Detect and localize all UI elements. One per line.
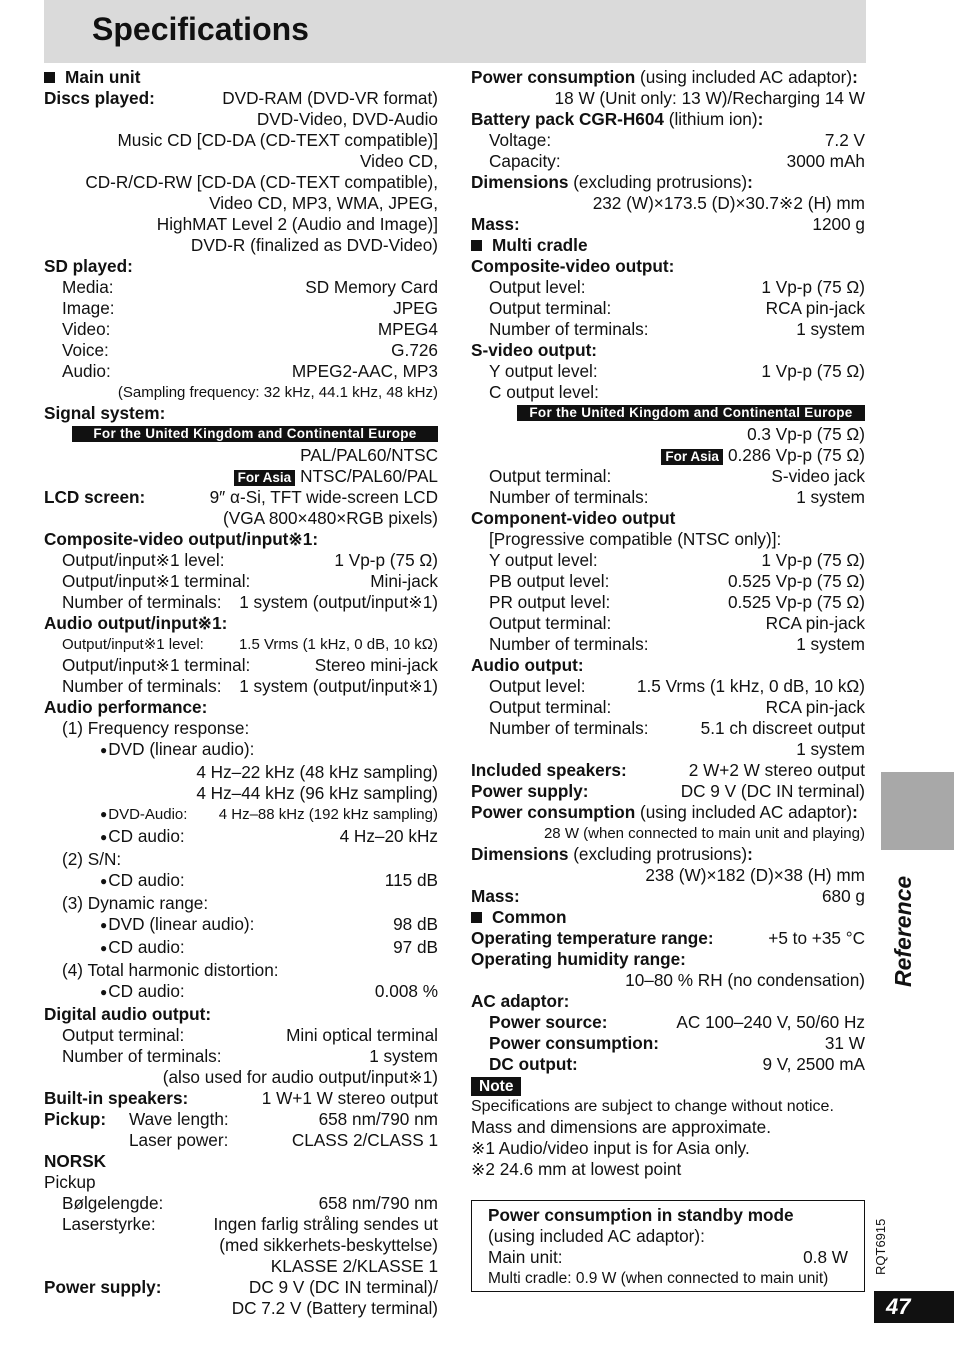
spec-key: Operating temperature range: [471,928,714,948]
region-banner: For the United Kingdom and Continental Europe [72,426,438,442]
spec-key: Power source: [489,1012,608,1032]
spec-key: Discs played: [44,88,155,108]
spec-row [471,214,865,235]
spec-continuation: PAL/PAL60/NTSC [300,445,438,465]
spec-key: Voltage: [489,130,552,150]
spec-row [44,340,438,361]
spec-heading: Composite-video output: [471,256,675,276]
spec-key: ● CD audio: [100,826,185,849]
spec-row [471,676,865,697]
spec-row [471,298,865,319]
spec-value: SD Memory Card [305,277,438,297]
spec-key: Output terminal: [489,298,612,318]
spec-row [471,1033,865,1054]
spec-key: Number of terminals: [62,1046,222,1066]
spec-row [44,849,438,870]
spec-value: 0.008 % [374,981,438,1001]
spec-value: DC 9 V (DC IN terminal) [680,781,865,801]
spec-key: ● CD audio: [100,981,185,1004]
spec-value: 1 system [369,1046,438,1066]
spec-row [471,781,865,802]
spec-key: LCD screen: [44,487,146,507]
spec-value: 9 V, 2500 mA [762,1054,865,1074]
spec-value: 1200 g [812,214,865,234]
spec-key: Output terminal: [489,613,612,633]
spec-key: ● DVD-Audio: [100,804,187,826]
spec-key: Included speakers: [471,760,627,780]
page-title: Specifications [92,11,309,47]
spec-heading: Signal system: [44,403,166,423]
spec-value: RCA pin-jack [765,613,865,633]
spec-value: 115 dB [384,870,438,890]
spec-heading: SD played: [44,256,133,276]
spec-key: Output level: [489,676,586,696]
region-banner: For the United Kingdom and Continental Europe [517,405,865,421]
spec-value: 0.525 Vp-p (75 Ω) [727,571,865,591]
spec-heading-bold: Dimensions [471,172,569,192]
spec-row [44,277,438,298]
spec-key: Mass: [471,214,520,234]
spec-heading [471,67,865,88]
spec-text: Mass and dimensions are approximate. [471,1117,771,1137]
spec-continuation: 28 W (when connected to main unit and playing) [543,825,865,842]
spec-row [44,487,438,508]
spec-text: [Progressive compatible (NTSC only)]: [489,529,782,549]
spec-value: MPEG4 [377,319,438,339]
spec-value: 1.5 Vrms (1 kHz, 0 dB, 10 kΩ) [238,636,438,653]
spec-value: JPEG [393,298,438,318]
spec-row [44,739,438,762]
spec-row [44,1130,438,1151]
spec-continuation: 18 W (Unit only: 13 W)/Recharging 14 W [554,88,865,108]
spec-row [471,319,865,340]
spec-key: Number of terminals: [489,718,649,738]
spec-continuation: CD-R/CD-RW [CD-DA (CD-TEXT compatible), [85,172,438,192]
spec-value: +5 to +35 °C [768,928,865,948]
spec-row [44,937,438,960]
spec-key: Output terminal: [489,697,612,717]
spec-row [44,826,438,849]
spec-value: 1 system [796,319,865,339]
spec-row [471,697,865,718]
spec-key: Output/input※1 terminal: [62,655,251,675]
left-column [44,67,438,1319]
spec-text: Specifications are subject to change without notice. [471,1098,834,1115]
spec-row [471,361,865,382]
spec-key: ● DVD (linear audio): [100,739,254,762]
spec-key: ● DVD (linear audio): [100,914,254,937]
spec-value: 1 system (output/input※1) [239,592,438,612]
spec-value: AC 100–240 V, 50/60 Hz [676,1012,865,1032]
spec-continuation: DVD-R (finalized as DVD-Video) [190,235,438,255]
spec-continuation: 232 (W)×173.5 (D)×30.7※2 (H) mm [592,193,865,213]
spec-heading-note: (excluding protrusions) [568,844,748,864]
spec-heading: S-video output: [471,340,598,360]
spec-row [471,277,865,298]
spec-heading: Digital audio output: [44,1004,212,1024]
spec-heading-colon: : [747,172,753,192]
spec-heading [471,172,865,193]
section-heading-text: Common [492,907,567,927]
spec-row [471,1012,865,1033]
spec-row [44,298,438,319]
spec-value: 0.525 Vp-p (75 Ω) [727,592,865,612]
spec-key: Voice: [62,340,109,360]
spec-key: Media: [62,277,114,297]
spec-value: 1 system [796,634,865,654]
spec-value: 9″ α-Si, TFT wide-screen LCD [209,487,438,507]
spec-row [44,960,438,981]
spec-key: PR output level: [489,592,611,612]
spec-heading-colon: : [852,802,858,822]
spec-continuation: 10–80 % RH (no condensation) [625,970,865,990]
spec-heading: AC adaptor: [471,991,570,1011]
spec-value: 4 Hz–88 kHz (192 kHz sampling) [218,806,438,823]
doc-code: RQT6915 [873,1218,888,1275]
spec-row [44,1214,438,1235]
spec-heading-bold: Power consumption [471,67,636,87]
side-label: Reference [890,875,916,987]
standby-cradle: Multi cradle: 0.9 W (when connected to main unit) [488,1270,829,1287]
spec-key: Output/input※1 level: [62,550,225,570]
spec-row [471,760,865,781]
spec-value: 4 Hz–20 kHz [339,826,438,846]
spec-value: 2 W+2 W stereo output [688,760,865,780]
spec-value: 5.1 ch discreet output [700,718,865,738]
spec-value: S-video jack [771,466,865,486]
spec-heading: Audio output: [471,655,584,675]
section-heading-text: Main unit [65,67,141,87]
region-badge: For Asia [661,449,723,465]
spec-continuation: Video CD, MP3, WMA, JPEG, [209,193,438,213]
spec-key: ● CD audio: [100,937,185,960]
spec-heading-bold: Battery pack CGR-H604 [471,109,664,129]
spec-value: RCA pin-jack [765,697,865,717]
spec-row [471,466,865,487]
spec-key: Power supply: [471,781,589,801]
spec-key: (2) S/N: [62,849,122,869]
spec-value: CLASS 2/CLASS 1 [291,1130,438,1150]
spec-key: Output/input※1 level: [62,636,204,653]
spec-row [471,151,865,172]
section-heading [471,235,865,256]
spec-row [471,886,865,907]
spec-key: Audio: [62,361,111,381]
region-row [471,445,865,466]
spec-key: Power consumption: [489,1033,659,1053]
region-value: 0.286 Vp-p (75 Ω) [727,445,865,465]
spec-heading: Composite-video output/input※1: [44,529,319,549]
spec-continuation: (also used for audio output/input※1) [162,1067,438,1087]
spec-value: DC 9 V (DC IN terminal)/ [248,1277,438,1297]
spec-key: (1) Frequency response: [62,718,250,738]
spec-value: 7.2 V [824,130,865,150]
spec-heading-note: (excluding protrusions) [568,172,748,192]
spec-key: Y output level: [489,550,598,570]
spec-row [44,676,438,697]
spec-value: MPEG2-AAC, MP3 [291,361,438,381]
spec-key: Number of terminals: [489,487,649,507]
spec-heading: NORSK [44,1151,107,1171]
spec-text: Pickup [44,1172,96,1192]
spec-key: Built-in speakers: [44,1088,189,1108]
spec-heading: Audio performance: [44,697,208,717]
spec-value: Mini-jack [370,571,438,591]
spec-key: PB output level: [489,571,610,591]
spec-value: 1.5 Vrms (1 kHz, 0 dB, 10 kΩ) [636,676,865,696]
spec-heading-bold: Power consumption [471,802,636,822]
spec-heading [471,802,865,823]
spec-key: DC output: [489,1054,578,1074]
spec-row [471,130,865,151]
spec-key: Output level: [489,277,586,297]
spec-row [44,88,438,109]
spec-key: Image: [62,298,115,318]
spec-key: Laserstyrke: [62,1214,156,1234]
spec-key: (3) Dynamic range: [62,893,209,913]
spec-key: ● CD audio: [100,870,185,893]
spec-row [471,613,865,634]
spec-heading-note: (using included AC adaptor) [635,802,853,822]
spec-row [44,718,438,739]
region-row [44,466,438,487]
spec-row [44,1193,438,1214]
region-badge: For Asia [234,470,296,486]
spec-key: Bølgelengde: [62,1193,164,1213]
spec-row [44,1109,438,1130]
spec-row [471,382,865,403]
spec-continuation: (med sikkerhets-beskyttelse) [219,1235,438,1255]
spec-key: Output/input※1 terminal: [62,571,251,591]
spec-heading-bold: Dimensions [471,844,569,864]
spec-row [44,550,438,571]
spec-row [471,928,865,949]
spec-key: Output terminal: [489,466,612,486]
spec-continuation: 238 (W)×182 (D)×38 (H) mm [645,865,865,885]
spec-row [44,1046,438,1067]
section-heading [44,67,438,88]
spec-row [44,914,438,937]
spec-value: 3000 mAh [786,151,865,171]
spec-key: Number of terminals: [62,676,222,696]
standby-main-unit: Main unit: 0.8 W [488,1247,848,1267]
spec-key: Number of terminals: [489,319,649,339]
page-number: 47 [874,1291,954,1323]
standby-box [471,1200,865,1292]
spec-value: Mini optical terminal [286,1025,438,1045]
spec-key: Pickup: [44,1109,107,1129]
spec-value: Ingen farlig stråling sendes ut [213,1214,438,1234]
spec-heading-colon: : [852,67,858,87]
spec-value: 97 dB [393,937,438,957]
spec-continuation: 4 Hz–44 kHz (96 kHz sampling) [196,783,438,803]
spec-subkey: Laser power: [129,1130,229,1150]
spec-row [44,893,438,914]
note-label-row [471,1075,865,1096]
spec-continuation: (Sampling frequency: 32 kHz, 44.1 kHz, 48 kHz) [117,384,438,401]
spec-value: Stereo mini-jack [314,655,438,675]
standby-title: Power consumption in standby mode [488,1205,794,1225]
spec-key: Video: [62,319,111,339]
spec-key: Number of terminals: [489,634,649,654]
spec-value: RCA pin-jack [765,298,865,318]
spec-heading-colon: : [757,109,764,129]
spec-key: Mass: [471,886,520,906]
spec-value: 98 dB [393,914,438,934]
spec-value: G.726 [391,340,438,360]
spec-key: (4) Total harmonic distortion: [62,960,279,980]
spec-row [44,571,438,592]
region-value: NTSC/PAL60/PAL [300,466,438,486]
spec-continuation: Music CD [CD-DA (CD-TEXT compatible)] [117,130,438,150]
spec-heading: Operating humidity range: [471,949,686,969]
spec-row [44,1025,438,1046]
spec-text: ※2 24.6 mm at lowest point [471,1159,682,1179]
spec-value: 658 nm/790 nm [318,1109,438,1129]
spec-key: Capacity: [489,151,561,171]
spec-continuation: DC 7.2 V (Battery terminal) [231,1298,438,1318]
spec-key: Power supply: [44,1277,162,1297]
spec-key: Number of terminals: [62,592,222,612]
note-label: Note [471,1077,521,1096]
spec-subkey: Wave length: [129,1109,229,1129]
spec-value: 1 Vp-p (75 Ω) [761,550,865,570]
spec-value: 31 W [824,1033,865,1053]
spec-row [471,550,865,571]
spec-value: 658 nm/790 nm [318,1193,438,1213]
spec-value: 1 Vp-p (75 Ω) [761,361,865,381]
spec-value: 1 Vp-p (75 Ω) [334,550,438,570]
spec-continuation: 1 system [796,739,865,759]
spec-heading [471,109,865,130]
spec-continuation: (VGA 800×480×RGB pixels) [223,508,438,528]
spec-row [471,634,865,655]
spec-continuation: 0.3 Vp-p (75 Ω) [747,424,865,444]
spec-value: 680 g [821,886,865,906]
spec-row [44,870,438,893]
section-heading [471,907,865,928]
spec-value: 1 Vp-p (75 Ω) [761,277,865,297]
spec-row [44,319,438,340]
spec-key: Y output level: [489,361,598,381]
spec-row [44,1277,438,1298]
spec-value: 1 W+1 W stereo output [261,1088,438,1108]
spec-row [471,571,865,592]
spec-row [44,592,438,613]
spec-value: DVD-RAM (DVD-VR format) [222,88,438,108]
spec-heading: Audio output/input※1: [44,613,228,633]
spec-continuation: DVD-Video, DVD-Audio [256,109,438,129]
spec-row [44,1088,438,1109]
square-bullet-icon [471,912,482,923]
spec-row [471,487,865,508]
spec-key: Output terminal: [62,1025,185,1045]
square-bullet-icon [44,72,55,83]
spec-heading: Component-video output [471,508,676,528]
spec-value: 1 system [796,487,865,507]
spec-key: C output level: [489,382,599,402]
spec-row [471,1054,865,1075]
spec-row [471,718,865,739]
spec-heading [471,844,865,865]
spec-row [44,634,438,655]
section-heading-text: Multi cradle [492,235,588,255]
square-bullet-icon [471,240,482,251]
spec-continuation: HighMAT Level 2 (Audio and Image)] [156,214,438,234]
spec-heading-note: (using included AC adaptor) [635,67,853,87]
spec-row [44,804,438,826]
spec-row [44,981,438,1004]
standby-line: (using included AC adaptor): [488,1226,705,1246]
header-bar [44,0,866,63]
side-tab [881,772,954,850]
spec-continuation: 4 Hz–22 kHz (48 kHz sampling) [196,762,438,782]
spec-row [44,655,438,676]
spec-heading-colon: : [747,844,753,864]
spec-value: 1 system (output/input※1) [239,676,438,696]
spec-continuation: Video CD, [359,151,438,171]
right-column [471,67,865,1180]
spec-text: ※1 Audio/video input is for Asia only. [471,1138,750,1158]
spec-row [471,592,865,613]
spec-heading-note: (lithium ion) [663,109,758,129]
spec-continuation: KLASSE 2/KLASSE 1 [270,1256,438,1276]
spec-row [44,361,438,382]
